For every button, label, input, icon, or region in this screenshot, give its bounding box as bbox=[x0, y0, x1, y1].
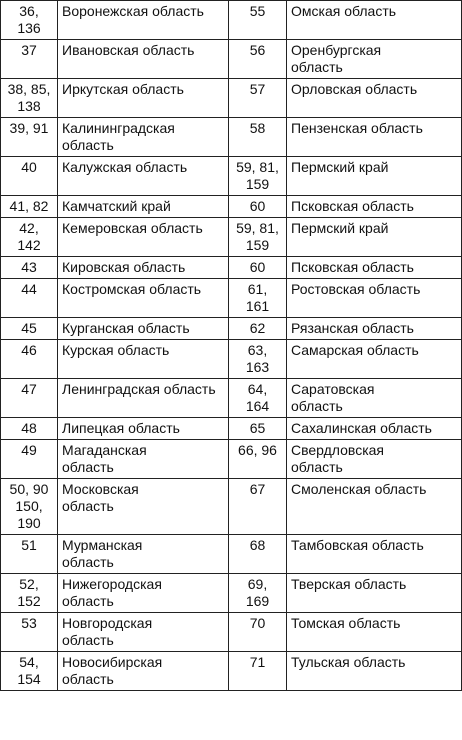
table-row bbox=[1, 652, 462, 691]
table-row bbox=[1, 257, 462, 279]
region-name-right: Псковская область bbox=[287, 196, 462, 218]
region-name-right: Оренбургская область bbox=[287, 40, 462, 79]
region-code-right: 62 bbox=[229, 318, 287, 340]
region-name-left: Курганская область bbox=[58, 318, 229, 340]
region-code-left: 39, 91 bbox=[1, 118, 58, 157]
region-name-right: Пензенская область bbox=[287, 118, 462, 157]
table-row bbox=[1, 440, 462, 479]
region-code-left: 51 bbox=[1, 535, 58, 574]
region-code-right: 56 bbox=[229, 40, 287, 79]
region-name-right: Сахалинская область bbox=[287, 418, 462, 440]
region-code-right: 60 bbox=[229, 257, 287, 279]
table-row bbox=[1, 279, 462, 318]
region-name-left: Магаданская область bbox=[58, 440, 229, 479]
region-code-right: 65 bbox=[229, 418, 287, 440]
region-code-left: 52, 152 bbox=[1, 574, 58, 613]
region-code-left: 46 bbox=[1, 340, 58, 379]
region-name-left: Новгородская область bbox=[58, 613, 229, 652]
table-row bbox=[1, 1, 462, 40]
region-code-right: 57 bbox=[229, 79, 287, 118]
table-row bbox=[1, 340, 462, 379]
region-name-left: Курская область bbox=[58, 340, 229, 379]
table-row bbox=[1, 40, 462, 79]
region-code-left: 37 bbox=[1, 40, 58, 79]
region-code-left: 41, 82 bbox=[1, 196, 58, 218]
region-name-right: Саратовская область bbox=[287, 379, 462, 418]
region-name-left: Костромская область bbox=[58, 279, 229, 318]
region-name-right: Пермский край bbox=[287, 157, 462, 196]
region-name-right: Самарская область bbox=[287, 340, 462, 379]
region-name-right: Ростовская область bbox=[287, 279, 462, 318]
table-row bbox=[1, 535, 462, 574]
region-code-right: 67 bbox=[229, 479, 287, 535]
table-body bbox=[1, 1, 462, 691]
region-code-left: 44 bbox=[1, 279, 58, 318]
region-code-left: 53 bbox=[1, 613, 58, 652]
region-name-left: Липецкая область bbox=[58, 418, 229, 440]
region-name-left: Камчатский край bbox=[58, 196, 229, 218]
region-code-left: 54, 154 bbox=[1, 652, 58, 691]
region-name-left: Мурманская область bbox=[58, 535, 229, 574]
region-name-left: Новосибирская область bbox=[58, 652, 229, 691]
region-name-right: Пермский край bbox=[287, 218, 462, 257]
region-code-right: 58 bbox=[229, 118, 287, 157]
region-name-right: Тамбовская область bbox=[287, 535, 462, 574]
region-name-left: Московская область bbox=[58, 479, 229, 535]
region-name-right: Рязанская область bbox=[287, 318, 462, 340]
region-name-left: Калининградская область bbox=[58, 118, 229, 157]
region-code-right: 61, 161 bbox=[229, 279, 287, 318]
region-code-left: 36, 136 bbox=[1, 1, 58, 40]
region-name-right: Тульская область bbox=[287, 652, 462, 691]
region-name-left: Воронежская область bbox=[58, 1, 229, 40]
region-name-right: Псковская область bbox=[287, 257, 462, 279]
region-code-right: 64, 164 bbox=[229, 379, 287, 418]
region-code-right: 60 bbox=[229, 196, 287, 218]
region-code-left: 40 bbox=[1, 157, 58, 196]
region-name-right: Тверская область bbox=[287, 574, 462, 613]
region-name-right: Омская область bbox=[287, 1, 462, 40]
region-code-left: 47 bbox=[1, 379, 58, 418]
region-code-left: 48 bbox=[1, 418, 58, 440]
region-name-right: Орловская область bbox=[287, 79, 462, 118]
region-code-left: 50, 90 150, 190 bbox=[1, 479, 58, 535]
region-code-left: 45 bbox=[1, 318, 58, 340]
region-name-left: Ленинградская область bbox=[58, 379, 229, 418]
region-name-left: Кемеровская область bbox=[58, 218, 229, 257]
region-name-left: Ивановская область bbox=[58, 40, 229, 79]
table-row bbox=[1, 196, 462, 218]
region-code-right: 66, 96 bbox=[229, 440, 287, 479]
table-row bbox=[1, 479, 462, 535]
region-name-left: Иркутская область bbox=[58, 79, 229, 118]
table-row bbox=[1, 318, 462, 340]
region-code-left: 42, 142 bbox=[1, 218, 58, 257]
table-row bbox=[1, 418, 462, 440]
region-code-right: 59, 81, 159 bbox=[229, 218, 287, 257]
region-code-right: 70 bbox=[229, 613, 287, 652]
region-code-right: 55 bbox=[229, 1, 287, 40]
region-code-left: 43 bbox=[1, 257, 58, 279]
region-code-left: 38, 85, 138 bbox=[1, 79, 58, 118]
table-row bbox=[1, 613, 462, 652]
region-code-right: 59, 81, 159 bbox=[229, 157, 287, 196]
table-row bbox=[1, 574, 462, 613]
region-code-left: 49 bbox=[1, 440, 58, 479]
region-code-right: 69, 169 bbox=[229, 574, 287, 613]
region-name-right: Томская область bbox=[287, 613, 462, 652]
region-name-left: Кировская область bbox=[58, 257, 229, 279]
region-code-right: 68 bbox=[229, 535, 287, 574]
region-name-right: Смоленская область bbox=[287, 479, 462, 535]
table-row bbox=[1, 157, 462, 196]
region-name-left: Нижегородская область bbox=[58, 574, 229, 613]
table-row bbox=[1, 118, 462, 157]
region-code-right: 63, 163 bbox=[229, 340, 287, 379]
table-row bbox=[1, 218, 462, 257]
table-row bbox=[1, 79, 462, 118]
region-name-right: Свердловская область bbox=[287, 440, 462, 479]
region-name-left: Калужская область bbox=[58, 157, 229, 196]
table-row bbox=[1, 379, 462, 418]
region-code-right: 71 bbox=[229, 652, 287, 691]
